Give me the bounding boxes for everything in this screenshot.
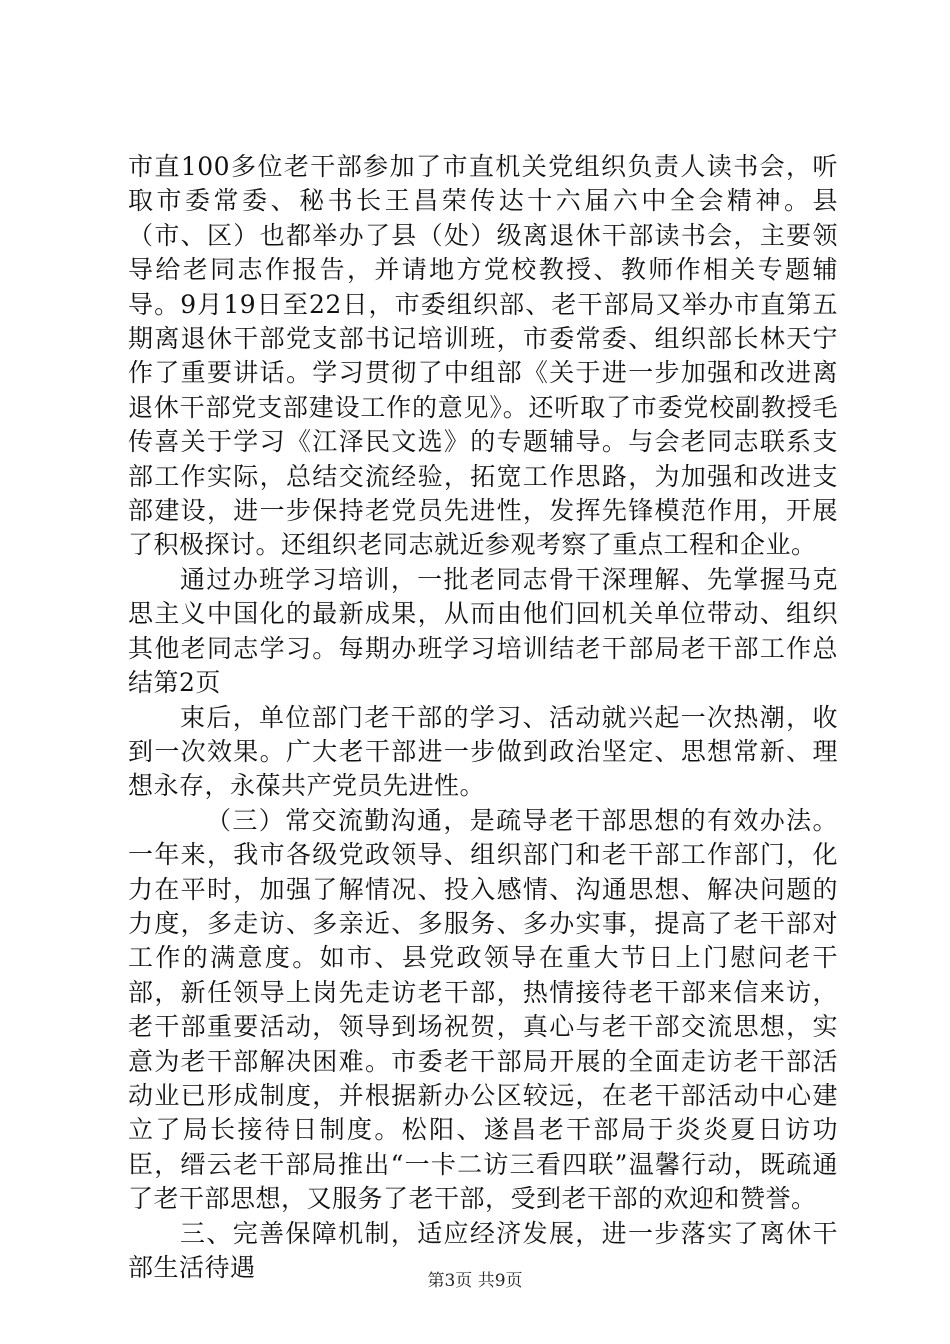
- page-number-footer: 第3页 共9页: [427, 1271, 523, 1291]
- paragraph-communication: （三）常交流勤沟通，是疏导老干部思想的有效办法。一年来，我市各级党政领导、组织部门和老干部工作部门，化力在平时，加强了解情况、投入感情、沟通思想、解决问题的力度，多走访、多亲近、多服务、多办实事，提高了老干部对工作的满意度。如市、县党政领导在重大节日上门慰问老干部，新任领导上岗先走访老干部，热情接待老干部来信来访，老干部重要活动，领导到场祝贺，真心与老干部交流思想，实意为老干部解决困难。市委老干部局开展的全面走访老干部活动业已形成制度，并根据新办公区较远，在老干部活动中心建立了局长接待日制度。松阳、遂昌老干部局于炎炎夏日访功臣，缙云老干部局推出“一卡二访三看四联”温馨行动，既疏通了老干部思想，又服务了老干部，受到老干部的欢迎和赞誉。: [128, 805, 838, 1214]
- document-body: [128, 150, 838, 1285]
- paragraph-learning-upsurge: 束后，单位部门老干部的学习、活动就兴起一次热潮，收到一次效果。广大老干部进一步做到政治坚定、思想常新、理想永存，永葆共产党员先进性。: [128, 702, 838, 801]
- paragraph-training-results: 通过办班学习培训，一批老同志骨干深理解、先掌握马克思主义中国化的最新成果，从而由他们回机关单位带动、组织其他老同志学习。每期办班学习培训结老干部局老干部工作总结第2页: [128, 564, 838, 698]
- paragraph-reading-meetings: 市直100多位老干部参加了市直机关党组织负责人读书会，听取市委常委、秘书长王昌荣传达十六届六中全会精神。县（市、区）也都举办了县（处）级离退休干部读书会，主要领导给老同志作报告，并请地方党校教授、教师作相关专题辅导。9月19日至22日，市委组织部、老干部局又举办市直第五期离退休干部党支部书记培训班，市委常委、组织部长林天宁作了重要讲话。学习贯彻了中组部《关于进一步加强和改进离退休干部党支部建设工作的意见》。还听取了市委党校副教授毛传喜关于学习《江泽民文选》的专题辅导。与会老同志联系支部工作实际，总结交流经验，拓宽工作思路，为加强和改进支部建设，进一步保持老党员先进性，发挥先锋模范作用，开展了积极探讨。还组织老同志就近参观考察了重点工程和企业。: [128, 152, 838, 560]
- section-heading-guarantee-mechanism: 三、完善保障机制，适应经济发展，进一步落实了离休干部生活待遇: [128, 1218, 838, 1282]
